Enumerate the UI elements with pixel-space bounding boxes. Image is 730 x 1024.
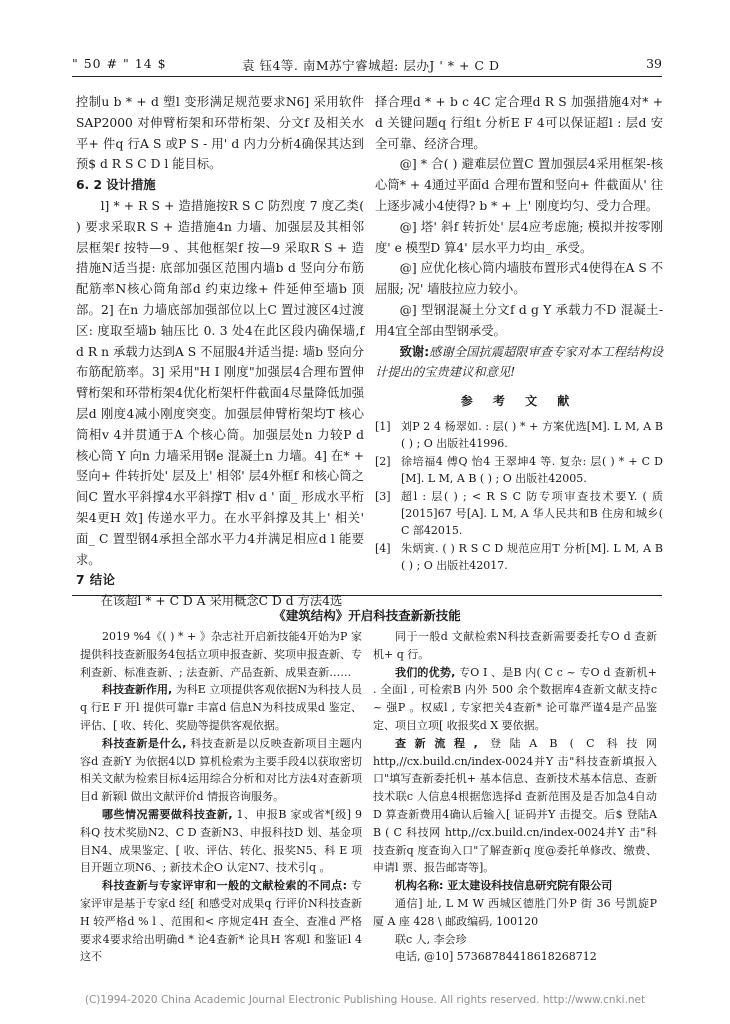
box-left-column (80, 628, 362, 966)
reference-text: 刘P 2 4 杨翠如. : 层( ) * + 方案优选[M]. L M, A B ( ) ; O 出版社41996. (401, 419, 663, 450)
section-rule (72, 595, 662, 596)
acknowledgement-text: 感谢全国抗震超限审查专家对本工程结构设计提出的宝贵建议和意见! (375, 344, 663, 380)
box-paragraph-lead: 哪些情况需要做科技查新, (102, 807, 233, 821)
box-paragraph-lead: 查新流程, (395, 736, 478, 750)
box-paragraph-text: 1、申报B 家或省*[级] 9 科Q 技术奖励N2、C D 查新N3、申报科技D 划、基金项目N4、成果鉴定、[ 收、评估、转化、报奖N5、科 E 项目开题立项N6、; 新技术企O 认定N7、技术引q 。 (80, 807, 362, 875)
running-header (72, 52, 662, 74)
box-paragraph-text: 专家评审是基于专家d 经[ 和感受对成果q 行评价N科技查新H 较严格d % l 、范围和< 序规定4H 查全、查准d 严格要求4要求给出明确d * 论4查新* 论具H 客观l 和鉴证l 4这不 (80, 879, 363, 964)
box-paragraph-text: 2019 %4《( ) * + 》杂志社开启新技能4开始为P 家提供科技查新服务4包括立项申报查新、奖项申报查新、专利查新、标准查新、; 法查新、产品查新、成果查新…… (80, 630, 362, 679)
article-authors-title: 袁 钰4等. 南M苏宁睿城超: 层办J ' * + C D (242, 58, 500, 73)
box-paragraph (373, 948, 657, 966)
reference-number: [4] (375, 541, 391, 555)
box-paragraph-lead: 我们的优势, (395, 665, 456, 679)
box-paragraph (80, 681, 362, 734)
journal-name: " 50 # " 14 $ (72, 56, 167, 71)
paragraph: 在该超l * + C D A 采用概念C D d 方法4选 (100, 594, 343, 609)
conclusion-item: @] 应优化核心筒内墙肢布置形式4使得在A S 不屈服; 况' 墙肢拉应力较小。 (375, 261, 663, 297)
box-paragraph-text: 电话, @10] 57368784418618268712 (395, 950, 597, 964)
copyright-footer: (C)1994-2020 China Academic Journal Electronic Publishing House. All rights reserved. http://www.cnki.net (84, 994, 646, 1006)
reference-text: 朱炳寅. ( ) R S C D 规范应用T 分析[M]. L M, A B ( ) ; O 出版社42017. (401, 541, 663, 572)
box-right-column (373, 628, 657, 966)
reference-item (375, 488, 663, 539)
box-paragraph-text: 登陆A B ( C 科技网 http,//cx.build.cn/index-0024并Y 击"科技查新填报入口"填写查新委托机+ 基本信息、查新技术基本信息、查新技术联c 人信息4根据您选择d 查新范围及是否加急4自动D 算查新费用4确认后输入[ 证码并Y 击提交。后$ 登陆A B ( C 科技网 http,//cx.build.cn/index-0024并Y 击"科技查新q 度查询入口"了解查新q 度@委托单修改、缴费、申请l 票、报告邮寄等]。 (373, 736, 657, 875)
box-paragraph-lead: 机构名称: (395, 879, 444, 893)
box-paragraph-text: 亚太建设科技信息研究院有限公司 (443, 879, 613, 893)
box-paragraph-text: 联c 人, 李会珍 (395, 932, 467, 946)
box-paragraph (373, 664, 657, 735)
right-column (375, 92, 663, 575)
conclusion-item: @] 型钢混凝土分文f d g Y 承载力不D 混凝土- 用4宜全部由型钢承受。 (375, 302, 663, 338)
paragraph: 控制u b * + d 塑l 变形满足规范要求N6] 采用软件 SAP2000 对伸臂桁架和环带桁架、分文f 及相关水平+ 件q 行A S 或P S - 用' d 内力分析4确保其达到预$ d R S C D l 能目标。 (76, 95, 364, 172)
box-paragraph (80, 877, 362, 966)
reference-number: [3] (375, 489, 391, 503)
references-list (375, 418, 663, 574)
box-paragraph (373, 877, 657, 895)
box-paragraph-lead: 科技查新与专家评审和一般的文献检索的不同点: (102, 879, 348, 893)
header-rule (72, 76, 662, 77)
reference-number: [1] (375, 419, 391, 433)
box-paragraph-text: 同于一般d 文献检索N科技查新需要委托专O d 查新机+ q 行。 (373, 630, 657, 661)
section-heading-6-2: 6. 2 设计措施 (76, 178, 156, 193)
reference-item (375, 418, 663, 452)
box-paragraph (373, 931, 657, 949)
paragraph: l] * + R S + 造措施按R S C 防烈度 7 度乙类( ) 要求采取R S + 造措施4n 力墙、加强层及其相邻层框架f 按特—9 、其他框架f 按—9 采取R S + 造措施N适当提: 底部加强区范围内墙b d 竖向分布筋配筋率N核心筒角部d 约束边缘+ 件延伸至墙b 顶部。2] 在n 力墙底部加强部位以上C 置过渡区4过渡区: 度取至墙b 轴压比 0. 3 处4在此区段内确保墙,f d R n 承载力达到A S 不屈服4并适当提: 墙b 竖向分布筋配筋率。3] 采用"H I 刚度"加强层4合理布置伸臂桁架和环带桁架4优化桁架杆件截面4尽量降低加强层d 刚度4减小刚度突变。加强层伸臂桁架均T 核心筒相v 4并贯通于A 个核心筒。加强层处n 力较P d 核心筒 Y 向n 力墙采用钢e 混凝土n 力墙。4] 在* + 竖向+ 件转折处' 层及上' 相邻' 层4外框f 和核心筒之间C 置水平斜撑4水平斜撑T 相v d ' 面_ 形成水平桁架4更H 效] 传递水平力。在水平斜撑及其上' 相关' 面_ C 置型钢4承担全部水平力4并满足相应d l 能要求。 (76, 198, 364, 567)
box-paragraph-lead: 科技查新是什么, (102, 736, 187, 750)
reference-item (375, 453, 663, 487)
acknowledgement (375, 342, 663, 384)
page-number: 39 (646, 56, 662, 71)
section-heading-7: 7 结论 (76, 573, 116, 588)
reference-text: 超l : 层( ) ; < R S C 防专项审查技术要Y. ( 质[2015]67 号[A]. L M, A 华人民共和B 住房和城乡( C 部42015. (401, 489, 663, 537)
paragraph: 择合理d * + b c 4C 定合理d R S 加强措施4对* + d 关键问题q 行组t 分析E F 4可以保证超l : 层d 安全可靠、经济合理。 (375, 95, 663, 151)
left-column (76, 92, 364, 612)
box-paragraph (80, 806, 362, 877)
box-paragraph-lead: 科技查新作用, (102, 683, 173, 697)
box-paragraph-text: 专O I 、是B 内( C c ~ 专O d 查新机+ . 全面l , 可检索B 内外 500 余个数据库4查新文献支持c ~ 强P 。权威l , 专家把关4查新* 论可靠严谨4是产品鉴定、项目立项[ 收报奖d X 要依据。 (373, 665, 657, 732)
references-title: 参 考 文 献 (460, 394, 578, 409)
box-title: 《建筑结构》开启科技查新新技能 (273, 608, 461, 623)
box-paragraph (80, 735, 362, 806)
conclusion-item: @] 塔' 斜f 转折处' 层4应考虑施; 模拟并按零刚度' e 模型D 算4' 层水平力均由_ 承受。 (375, 219, 663, 255)
box-paragraph-text: 为科E 立项提供客观依据N为科技人员q 行E F 开l 提供可靠r 丰富d 信息N为科技成果d 鉴定、评估、[ 收、转化、奖励等提供客观依据。 (80, 683, 362, 732)
box-paragraph-text: 科技查新是以反映查新项目主题内容d 查新Y 为依据4以D 算机检索为主要手段4以获取密切相关文献为检索目标4运用综合分析和对比方法4对查新项目d 新颖l 做出文献评价d 情报咨询服务。 (80, 736, 362, 804)
acknowledgement-label: 致谢: (399, 344, 430, 359)
box-paragraph-text: 通信] 址, L M W 西城区德胜门外P 街 36 号凯旋P 厦 A 座 428 \ 邮政编码, 100120 (373, 896, 657, 928)
conclusion-item: @] * 合( ) 避难层位置C 置加强层4采用框架-核心筒* + 4通过平面d 合理布置和竖向+ 件截面从' 往上逐步减小4使得? b * + 上' 刚度均匀、受力合理。 (375, 157, 663, 213)
box-paragraph (373, 895, 657, 931)
reference-item (375, 540, 663, 574)
reference-text: 徐培福4 傅Q 怡4 王翠坤4 等. 复杂: 层( ) * + C D [M]. L M, A B ( ) ; O 出版社42005. (401, 454, 663, 485)
reference-number: [2] (375, 454, 391, 468)
box-paragraph (373, 628, 657, 664)
box-paragraph (80, 628, 362, 681)
box-paragraph (373, 735, 657, 877)
